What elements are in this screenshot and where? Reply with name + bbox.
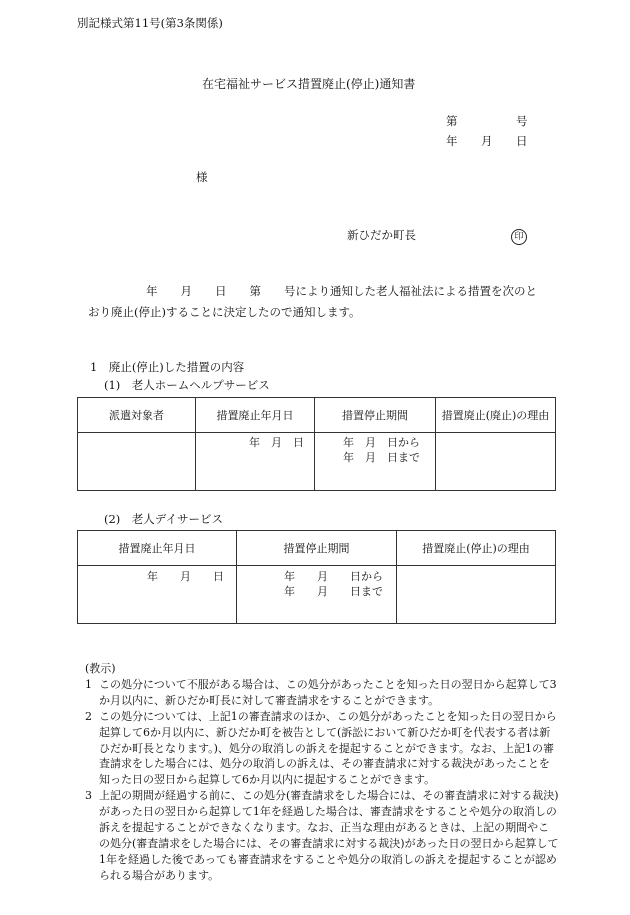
notice-body-line2: おり廃止(停止)することに決定したので通知します。 (88, 305, 361, 319)
homehelp-period-cell (315, 433, 436, 491)
homehelp-col-target: 派遣対象者 (78, 398, 196, 433)
notice-body-line1: 年 月 日 第 号により通知した老人福祉法による措置を次のと (146, 284, 537, 298)
dayservice-col-period: 措置停止期間 (237, 531, 397, 566)
doc-number-suffix: 号 (516, 114, 528, 128)
recipient-suffix: 様 (196, 170, 208, 184)
dayservice-table (77, 530, 556, 624)
form-label: 別記様式第11号(第3条関係) (77, 16, 223, 30)
homehelp-target-cell (78, 433, 196, 491)
instructions-section (85, 661, 560, 884)
notice-body (88, 281, 558, 323)
homehelp-period-to: 年 月 日まで (343, 451, 420, 464)
instruction-number: 2 (85, 709, 92, 723)
instruction-text: 上記の期間が経過する前に、この処分(審査請求をした場合には、その審査請求に対する裁決)があった日の翌日から起算して1年を経過した場合は、審査請求をすることや処分の取消しの訴えを提起することができなくなります。なお、正当な理由があるときは、上記の期間やこの処分(審査請求をした場合には、その審査請求に対する裁決)があった日の翌日から起算して1年を経過した後であっても審査請求をすることや処分の取消しの訴えを提起することが認められる場合があります。 (99, 789, 559, 882)
instructions-heading: (教示) (85, 662, 116, 675)
instruction-item (85, 677, 560, 709)
dayservice-period-to: 年 月 日まで (284, 585, 383, 598)
date-day: 日 (516, 134, 528, 148)
doc-number-prefix: 第 (446, 114, 458, 128)
seal-mark: 印 (511, 229, 527, 245)
dayservice-date-cell (78, 566, 237, 624)
dayservice-period-from: 年 月 日から (284, 570, 383, 583)
homehelp-col-date: 措置廃止年月日 (196, 398, 315, 433)
dayservice-col-date: 措置廃止年月日 (78, 531, 237, 566)
document-title: 在宅福祉サービス措置廃止(停止)通知書 (202, 77, 416, 91)
section1-sub2-heading: (2) 老人デイサービス (104, 512, 223, 526)
dayservice-reason-cell (397, 566, 556, 624)
dayservice-date-placeholder: 年 月 日 (147, 570, 224, 583)
instruction-text: この処分について不服がある場合は、この処分があったことを知った日の翌日から起算して3か月以内に、新ひだか町長に対して審査請求をすることができます。 (99, 677, 557, 707)
date-month: 月 (481, 134, 493, 148)
instruction-item (85, 709, 560, 789)
dayservice-col-reason: 措置廃止(停止)の理由 (397, 531, 556, 566)
homehelp-date-placeholder: 年 月 日 (249, 436, 304, 449)
homehelp-reason-cell (436, 433, 556, 491)
instruction-number: 3 (85, 789, 92, 803)
instruction-number: 1 (85, 677, 92, 691)
homehelp-col-period: 措置停止期間 (315, 398, 436, 433)
homehelp-table (77, 397, 556, 491)
date-year: 年 (446, 134, 458, 148)
instruction-text: この処分については、上記1の審査請求のほか、この処分があったことを知った日の翌日から起算して6か月以内に、新ひだか町を被告として(訴訟において新ひだか町を代表する者は新ひだか町長となります。)、処分の取消しの訴えを提起することができます。なお、上記1の審査請求をした場合には、処分の取消しの訴えは、その審査請求に対する裁決があったことを知った日の翌日から起算して6か月以内に提起することができます。 (99, 709, 557, 787)
dayservice-period-cell (237, 566, 397, 624)
homehelp-date-cell (196, 433, 315, 491)
issuer-name: 新ひだか町長 (347, 228, 416, 242)
section1-heading: 1 廃止(停止)した措置の内容 (90, 360, 245, 374)
homehelp-period-from: 年 月 日から (343, 436, 420, 449)
homehelp-col-reason: 措置廃止(廃止)の理由 (436, 398, 556, 433)
section1-sub1-heading: (1) 老人ホームヘルプサービス (104, 378, 270, 392)
instruction-item (85, 788, 560, 883)
